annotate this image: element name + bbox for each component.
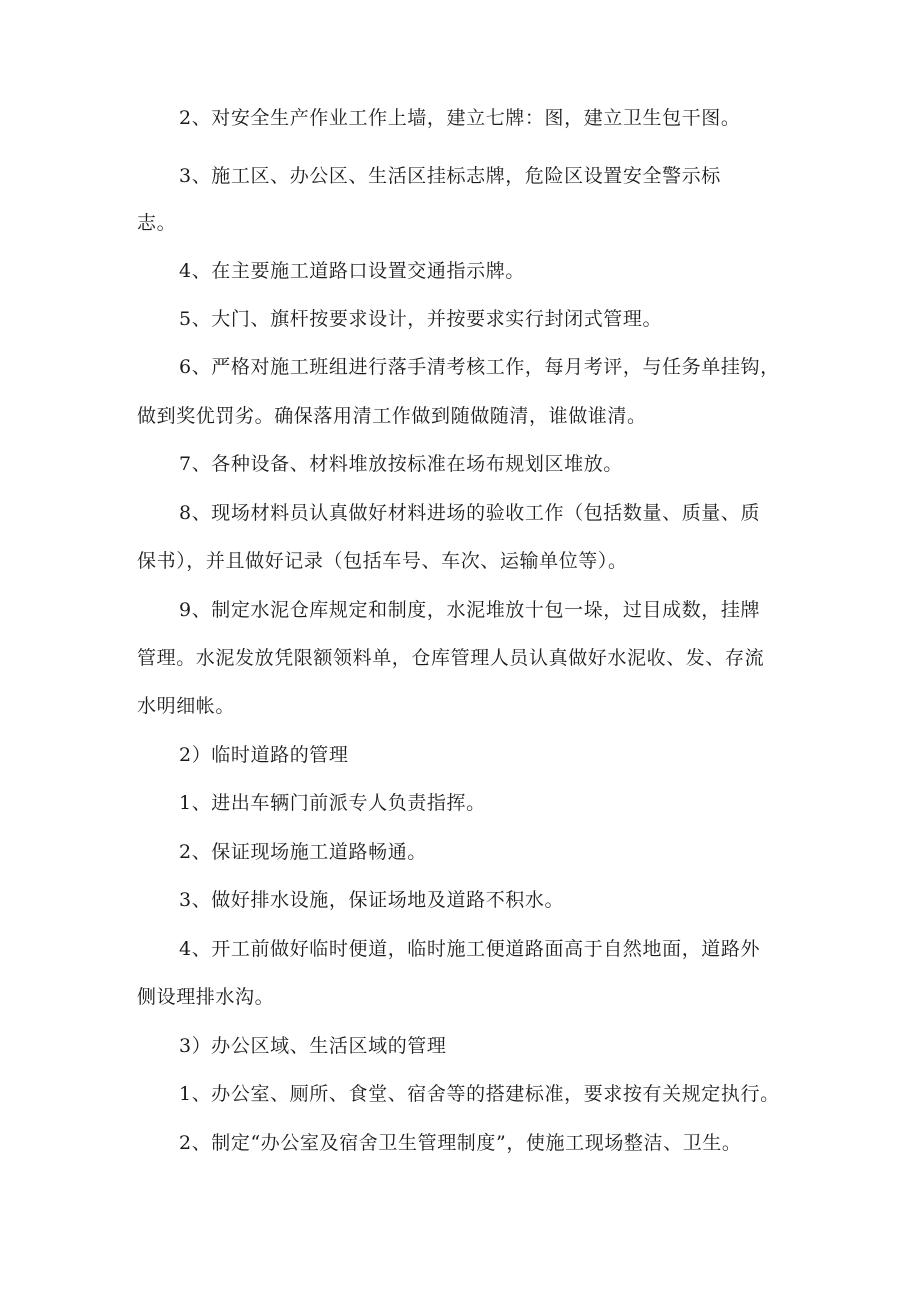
text-line: 4、在主要施工道路口设置交通指示牌。 bbox=[179, 260, 525, 282]
text-line: 4、开工前做好临时便道，临时施工便道路面高于自然地面，道路外 bbox=[179, 938, 761, 960]
text-line: 3、做好排水设施，保证场地及道路不积水。 bbox=[179, 889, 565, 911]
text-line: 侧设理排水沟。 bbox=[137, 986, 275, 1008]
text-line: 2、制定“办公室及宿舍卫生管理制度”，使施工现场整洁、卫生。 bbox=[179, 1132, 742, 1154]
text-line: 2、保证现场施工道路畅通。 bbox=[179, 841, 427, 863]
text-line: 7、各种设备、材料堆放按标准在场布规划区堆放。 bbox=[179, 453, 623, 475]
text-line: 3、施工区、办公区、生活区挂标志牌，危险区设置安全警示标 bbox=[179, 165, 721, 187]
text-line: 保书），并且做好记录（包括车号、车次、运输单位等）。 bbox=[137, 550, 628, 572]
text-line: 2、对安全生产作业工作上墙，建立七牌：图，建立卫生包干图。 bbox=[179, 107, 741, 129]
section-heading: 2）临时道路的管理 bbox=[179, 744, 349, 766]
text-line: 1、进出车辆门前派专人负责指挥。 bbox=[179, 792, 486, 814]
text-line: 水明细帐。 bbox=[137, 695, 236, 717]
text-line: 8、现场材料员认真做好材料进场的验收工作（包括数量、质量、质 bbox=[179, 502, 761, 524]
text-line: 9、制定水泥仓库规定和制度，水泥堆放十包一垛，过目成数，挂牌 bbox=[179, 599, 761, 621]
text-line: 管理。水泥发放凭限额领料单，仓库管理人员认真做好水泥收、发、存流 bbox=[137, 647, 765, 669]
text-line: 1、办公室、厕所、食堂、宿舍等的搭建标准，要求按有关规定执行。 bbox=[179, 1083, 780, 1105]
text-line: 6、严格对施工班组进行落手清考核工作，每月考评，与任务单挂钩， bbox=[179, 356, 780, 378]
section-heading: 3）办公区域、生活区域的管理 bbox=[179, 1035, 447, 1057]
text-line: 5、大门、旗杆按要求设计，并按要求实行封闭式管理。 bbox=[179, 308, 663, 330]
text-line: 做到奖优罚劣。确保落用清工作做到随做随清，谁做谁清。 bbox=[137, 405, 647, 427]
text-line: 志。 bbox=[137, 212, 177, 234]
